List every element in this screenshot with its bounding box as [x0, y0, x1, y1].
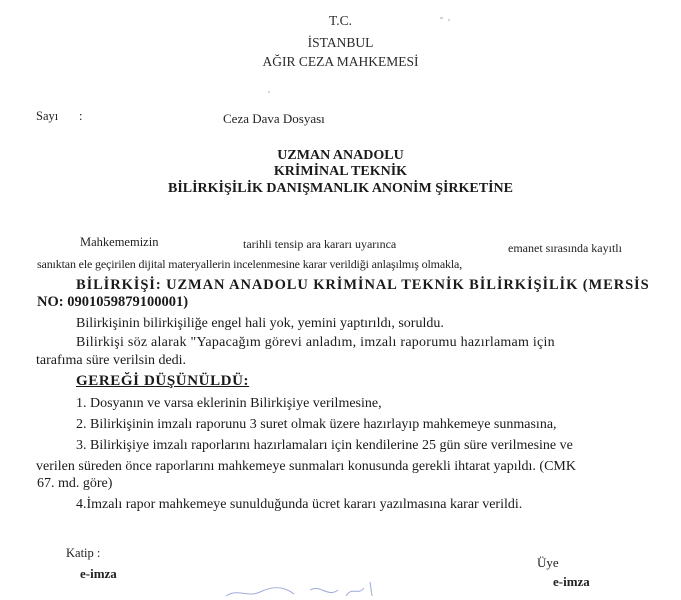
uye-e-signature: e-imza [553, 574, 590, 589]
sayi-label: Sayı [36, 109, 59, 123]
subject: Ceza Dava Dosyası [223, 111, 325, 126]
paragraph-2-line-2: tarafıma süre verilsin dedi. [36, 353, 187, 368]
header-court: AĞIR CEZA MAHKEMESİ [262, 54, 419, 69]
paragraph-1: Bilirkişinin bilirkişiliğe engel hali yok, yemini yaptırıldı, soruldu. [76, 316, 444, 331]
expert-label: BİLİRKİŞİ: [76, 277, 162, 293]
katip-colon: : [96, 546, 101, 560]
expert-name: UZMAN ANADOLU KRİMİNAL TEKNİK BİLİRKİŞİLİK (MERSİS [166, 277, 650, 293]
intro-line-2: sanıktan ele geçirilen dijital materyallerin incelenmesine karar verildiği anlaşılmış olmakla, [37, 257, 463, 271]
uye-label: Üye [537, 555, 559, 570]
header-city: İSTANBUL [307, 35, 374, 50]
expert-line-2: NO: 0901059879100001) [37, 294, 189, 310]
decision-item-3-line-3: 67. md. göre) [37, 476, 113, 491]
header-tc: T.C. [329, 13, 352, 28]
decision-item-3-line-2: verilen süreden önce raporlarını mahkemeye sunmaları konusunda gerekli ihtarat yapıldı. (CMK [36, 459, 576, 474]
sayi-colon: : [79, 109, 83, 123]
paragraph-2-line-1: Bilirkişi söz alarak "Yapacağım görevi anladım, imzalı raporumu hazırlamam için [76, 335, 555, 350]
intro-word-1: Mahkememizin [80, 235, 159, 249]
addressee-line-2: KRİMİNAL TEKNİK [273, 164, 408, 179]
intro-word-3: emanet sırasında kayıtlı [508, 241, 622, 255]
katip-title: Katip [66, 546, 94, 560]
decision-item-1: 1. Dosyanın ve varsa eklerinin Bilirkişiye verilmesine, [76, 396, 382, 411]
expert-line-1 [76, 277, 650, 294]
addressee-line-1: UZMAN ANADOLU [277, 148, 404, 163]
addressee-line-3: BİLİRKİŞİLİK DANIŞMANLIK ANONİM ŞİRKETİNE [167, 181, 514, 196]
scan-speck [268, 91, 270, 93]
intro-word-2: tarihli tensip ara kararı uyarınca [243, 237, 397, 251]
katip-label [66, 546, 100, 561]
decision-heading: GEREĞİ DÜŞÜNÜLDÜ: [76, 373, 250, 389]
decision-item-4: 4.İmzalı rapor mahkemeye sunulduğunda ücret kararı yazılmasına karar verildi. [76, 497, 523, 512]
decision-item-3-line-1: 3. Bilirkişiye imzalı raporlarını hazırlamaları için kendilerine 25 gün süre verilmesine ve [76, 438, 573, 453]
decision-item-2: 2. Bilirkişinin imzalı raporunu 3 suret olmak üzere hazırlayıp mahkemeye sunmasına, [76, 417, 557, 432]
katip-e-signature: e-imza [80, 566, 117, 581]
